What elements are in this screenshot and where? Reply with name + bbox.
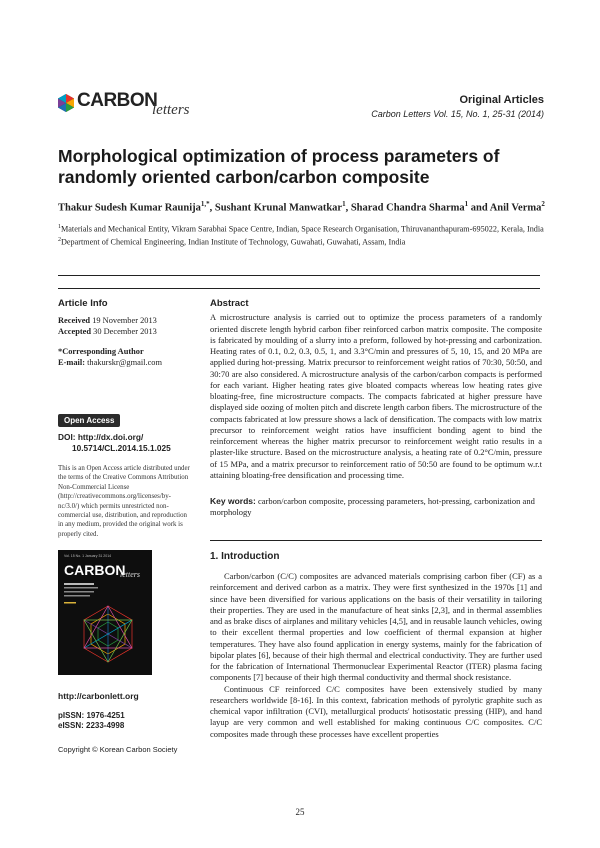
- author-affiliation-mark: 1: [342, 200, 346, 208]
- doi-value[interactable]: 10.5714/CL.2014.15.1.025: [72, 443, 171, 453]
- abstract-heading: Abstract: [210, 298, 249, 309]
- article-info-panel: [58, 298, 190, 539]
- accepted-label: Accepted: [58, 327, 92, 336]
- journal-logo: [57, 88, 207, 118]
- abstract-text: A microstructure analysis is carried out to optimize the process parameters of a randomly oriented discrete length hybrid carbon fiber reinforced carbon matrix composite. The composite is fabricated by moulding of a slurry into a preform, followed by hot-pressing and carbonization. Heating rates of 0.1, 0.2, 0.3, 0.5, 1, and 3.3°C/min and pressures of 5, 10, 15, and 20 MPa are applied during hot-pressing. Matrix precursor to reinforcement weight ratios of 70:30, 50:50, and 30:70 are also considered. A microstructure analysis of the carbon/carbon compacts is performed for each variant. Higher heating rates give bloated compacts whereas low heating rates give bloating-free, fine microstructure compacts. The compacts fabricated at higher pressure have displayed side oozing of molten pitch and discrete length carbon fibers. The microstructure of the compacts fabricated at low pressure shows a lack of densification. The compacts with low matrix precursor to reinforcement weight ratios have insufficient bonding agent to bind the reinforcement whereas the higher matrix precursor to reinforcement weight ratio results in a plaster-like structure. Based on the microstructure analysis, a heating rate of 0.2°C/min, pressure of 15 MPa, and a matrix precursor to reinforcement ratio of 50:50 are found to be optimum w.r.t attaining bloating-free densification and processing time.: [210, 312, 542, 480]
- keywords-label: Key words:: [210, 496, 256, 506]
- abstract-section: [210, 298, 542, 481]
- affiliation-mark: 1: [58, 224, 61, 230]
- section-label: Original Articles: [459, 94, 544, 106]
- author-name: Sushant Krunal Manwatkar: [214, 202, 343, 214]
- keywords-text: carbon/carbon composite, processing parameters, hot-pressing, carbonization and morphology: [210, 496, 535, 518]
- cover-volume: Vol. 15 No. 1 January 31 2014: [64, 554, 112, 558]
- cover-brand: CARBON: [64, 562, 126, 578]
- affiliation-mark: 2: [58, 237, 61, 244]
- hexagon-logo-icon: [57, 94, 75, 112]
- author-name: Anil Verma: [489, 202, 542, 214]
- email-value[interactable]: thakurskr@gmail.com: [87, 358, 163, 367]
- author-affiliation-mark: 2: [541, 200, 545, 208]
- accepted-line: [58, 326, 190, 337]
- accepted-date: 30 December 2013: [93, 327, 157, 336]
- author-name: Thakur Sudesh Kumar Raunija: [58, 202, 201, 214]
- article-info-heading: Article Info: [58, 298, 108, 309]
- introduction-heading: 1. Introduction: [210, 551, 280, 562]
- author-name: Sharad Chandra Sharma: [350, 202, 465, 214]
- author-affiliation-mark: 1: [464, 200, 469, 208]
- corresponding-author-label: *Corresponding Author: [58, 347, 144, 356]
- affiliation-text: Department of Chemical Engineering, Indian Institute of Technology, Guwahati, Guwahati, Assam, India: [61, 237, 406, 247]
- affiliation: [58, 235, 548, 248]
- journal-info: [58, 691, 193, 755]
- logo-brand-text: CARBON: [77, 90, 158, 111]
- logo-script-text: letters: [152, 102, 190, 118]
- cover-graphic: [58, 550, 152, 675]
- copyright: Copyright © Korean Carbon Society: [58, 744, 178, 754]
- affiliation: [58, 222, 548, 235]
- affiliation-text: Materials and Mechanical Entity, Vikram Sarabhai Space Centre, Indian, Space Research Organisation, Thiruvananthapuram-695022, Kerala, India: [61, 224, 544, 234]
- received-date: 19 November 2013: [92, 316, 157, 325]
- cover-script: letters: [120, 570, 140, 579]
- abstract-divider: [210, 540, 542, 541]
- intro-paragraph: Carbon/carbon (C/C) composites are advanced materials comprising carbon fiber (CF) as a reinforcement and derived carbon as a matrix. They were first synthesized in the 1970s [1] and since have been diversified for various applications on the basis of their versatility in tailoring their properties. They are used in the manufacture of heat sinks [2,3], and in thermal assemblies and as brake discs of airplanes and military vehicles [4,5], and in reusable launch vehicles, owing to their excellent thermal properties and low coefficient of thermal expansion at higher temperatures. They have also found application in energy systems, mainly for the fabrication of bipolar plates [6], because of their high thermal and electrical conductivity. They are further used for the fabrication of International Thermonuclear Experimental Reactor (ITER) plasma facing components [7] because of their high thermal conductivity and thermal shock resistance.: [210, 571, 542, 683]
- header-right: [371, 94, 544, 119]
- email-label: E-mail:: [58, 358, 85, 367]
- author-affiliation-mark: 1,*: [200, 200, 210, 208]
- journal-cover-image: [58, 550, 152, 675]
- license-text: This is an Open Access article distributed under the terms of the Creative Commons Attribution Non-Commercial License (http://creativecommons.org/licenses/by-nc/3.0/) which permits unrestricted non-commercial use, distribution, and reproduction in any medium, provided the original work is properly cited.: [58, 465, 190, 538]
- header-divider: [58, 275, 540, 276]
- author-list: Thakur Sudesh Kumar Raunija$^{1,*}$, Sushant Krunal Manwatkar$^1$, Sharad Chandra Sharma$^1$ and Anil Verma$^2$: [58, 200, 545, 214]
- open-access-badge: Open Access: [58, 414, 120, 427]
- doi-label[interactable]: DOI: http://dx.doi.org/: [58, 432, 144, 442]
- received-label: Received: [58, 316, 91, 325]
- eissn: eISSN: 2233-4998: [58, 721, 125, 730]
- intro-paragraph: Continuous CF reinforced C/C composites have been extensively studied by many researchers worldwide [8-16]. In this context, fabrication methods of pyrolytic graphite such as chemical vapor infiltration (CVI), metallurgical products' hotisostatic pressing (HIP), and hand layup are very common and well established for making continuous C/C composites. C/C composites made through these processes have excellent properties: [210, 683, 542, 739]
- pissn: pISSN: 1976-4251: [58, 710, 125, 720]
- affiliation-list: [58, 222, 548, 248]
- email-line: [58, 357, 190, 368]
- page-number: 25: [295, 807, 305, 817]
- journal-citation: Carbon Letters Vol. 15, No. 1, 25-31 (2014): [371, 109, 544, 119]
- header-divider-thin: [58, 288, 540, 289]
- article-title: Morphological optimization of process parameters of randomly oriented carbon/carbon composite: [58, 146, 500, 187]
- open-access-row: [58, 414, 190, 427]
- journal-url[interactable]: http://carbonlett.org: [58, 691, 139, 701]
- received-line: [58, 315, 190, 326]
- introduction-body: [210, 571, 542, 740]
- keywords: [210, 496, 542, 519]
- doi-block: [58, 432, 190, 454]
